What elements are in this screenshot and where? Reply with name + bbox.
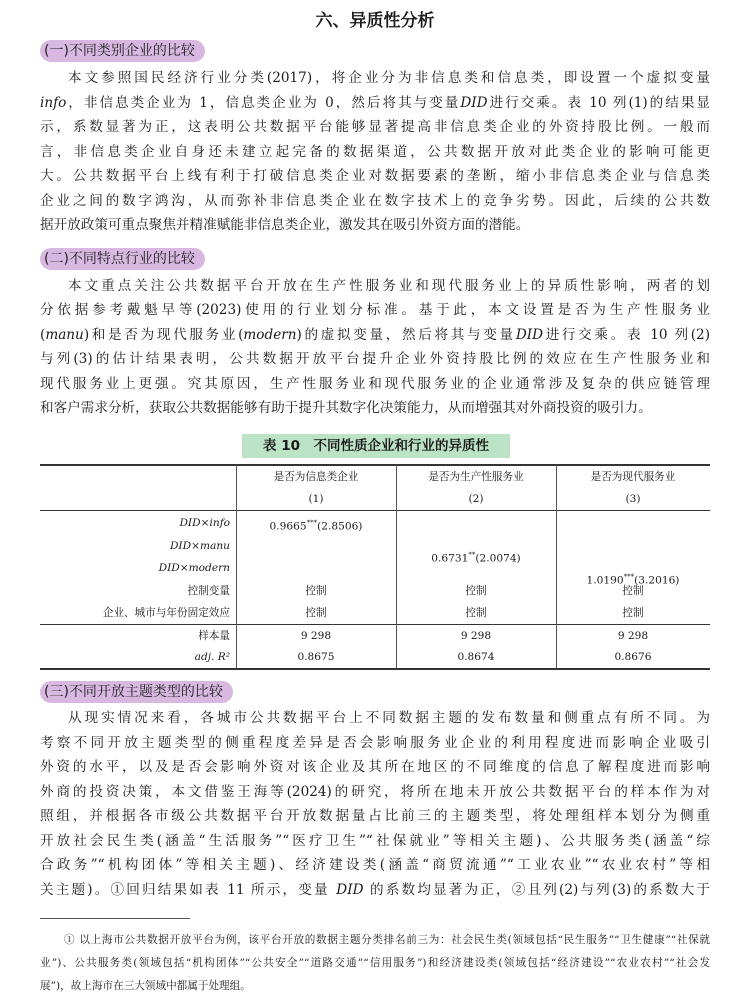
table-cell bbox=[556, 603, 710, 623]
text-line: 大。公共数据平台上线有利于打破信息类企业对数据要素的垄断，缩小非信息类企业与信息类 bbox=[40, 168, 710, 184]
cell-value: 控制 bbox=[622, 585, 644, 597]
text-segment: 进行交乘。表 10 列(2) bbox=[543, 326, 710, 343]
text-line: 外资的水平，以及是否会影响外资对该企业及其所在地区的不同维度的信息了解程度进而影响 bbox=[40, 759, 710, 775]
footnote-line: ① 以上海市公共数据开放平台为例，该平台开放的数据主题分类排名前三为：社会民生类(领域包括“民生服务”“卫生健康”“社保就 bbox=[64, 934, 710, 946]
table-cell bbox=[396, 603, 556, 623]
footnote-line: 业”)、公共服务类(领域包括“机构团体”“公共安全”“道路交通”“信用服务”)和经济建设类(领域包括“经济建设”“农业农村”“社会发 bbox=[40, 957, 710, 969]
variable-name: DID bbox=[515, 326, 543, 343]
variable-name: info bbox=[40, 94, 67, 111]
row-label: 样本量 bbox=[198, 630, 230, 642]
table-cell bbox=[236, 647, 396, 667]
subsection-title-2: (二)不同特点行业的比较 bbox=[40, 248, 205, 270]
text-line: 外商的投资决策，本文借鉴王海等(2024)的研究，将所在地未开放公共数据平台的样本作为对 bbox=[40, 783, 710, 800]
section-title: 六、异质性分析 bbox=[315, 11, 435, 31]
text-line: 本文重点关注公共数据平台开放在生产性服务业和现代服务业上的异质性影响，两者的划 bbox=[68, 278, 710, 294]
text-line bbox=[40, 91, 710, 115]
cell-value: 0.8676 bbox=[614, 651, 652, 663]
subsection-title-3: (三)不同开放主题类型的比较 bbox=[40, 681, 233, 703]
row-label: DID×manu bbox=[169, 540, 230, 552]
column-number: (1) bbox=[308, 493, 324, 505]
text-line: 据开放政策可重点聚焦并精准赋能非信息类企业，激发其在吸引外资方面的潜能。 bbox=[40, 217, 530, 233]
column-header: 是否为信息类企业 bbox=[273, 471, 359, 483]
text-segment: ，非信息类企业为 1，信息类企业为 0，然后将其与变量 bbox=[66, 94, 461, 111]
text-line: 照组，并根据各市级公共数据平台开放数据量占比前三的主题类型，将处理组样本划分为侧重 bbox=[40, 808, 710, 824]
column-number: (2) bbox=[468, 493, 484, 505]
table-cell bbox=[556, 647, 710, 667]
text-line: 与列(3)的估计结果表明，公共数据开放平台提升企业外资持股比例的效应在生产性服务业和 bbox=[40, 351, 710, 368]
cell-value: 1.0190 bbox=[586, 574, 624, 587]
variable-name: modern bbox=[243, 326, 297, 343]
table-cell bbox=[556, 581, 710, 601]
column-header: 是否为现代服务业 bbox=[590, 471, 676, 483]
cell-value: 0.9665 bbox=[269, 520, 307, 533]
text-line: 和客户需求分析，获取公共数据能够有助于提升其数字化决策能力，从而增强其对外商投资的吸引力。 bbox=[40, 400, 652, 416]
table-cell bbox=[556, 626, 710, 646]
variable-name: DID bbox=[336, 881, 364, 898]
text-line: 开放社会民生类(涵盖“生活服务”“医疗卫生”“社保就业”等相关主题)、公共服务类(涵盖“综 bbox=[40, 832, 710, 849]
significance-stars: *** bbox=[623, 573, 635, 581]
table-cell bbox=[396, 545, 556, 565]
row-label: DID×modern bbox=[158, 562, 230, 574]
text-line: 企业之间的数字鸿沟，从而弥补非信息类企业在数字技术上的竞争劣势。因此，后续的公共数 bbox=[40, 192, 710, 209]
text-line: 现代服务业上更强。究其原因，生产性服务业和现代服务业的企业通常涉及复杂的供应链管理 bbox=[40, 375, 710, 392]
text-line bbox=[40, 323, 710, 347]
footnote-line: 展”)，故上海市在三大领域中都属于处理组。 bbox=[40, 980, 251, 992]
table-rule bbox=[40, 510, 710, 511]
text-line: 从现实情况来看，各城市公共数据平台上不同数据主题的发布数量和侧重点有所不同。为 bbox=[68, 710, 710, 726]
text-line: 本文参照国民经济行业分类(2017)，将企业分为非信息类和信息类，即设置一个虚拟变量 bbox=[68, 70, 710, 86]
variable-name: DID bbox=[460, 94, 488, 111]
table-rule bbox=[40, 624, 710, 625]
t-statistic: (2.8506) bbox=[317, 520, 363, 533]
cell-value: 控制 bbox=[622, 607, 644, 619]
row-label: adj. R² bbox=[194, 651, 230, 663]
variable-name: manu bbox=[45, 326, 84, 343]
cell-value: 9 298 bbox=[617, 630, 649, 642]
text-line: 言，非信息类企业自身还未建立起完备的数据渠道，公共数据开放对此类企业的影响可能更 bbox=[40, 143, 710, 160]
cell-value: 控制 bbox=[465, 607, 487, 619]
table-caption: 表 10 不同性质企业和行业的异质性 bbox=[242, 434, 510, 458]
table-cell bbox=[236, 626, 396, 646]
text-line: 合政务”“机构团体”等相关主题)、经济建设类(涵盖“商贸流通”“工业农业”“农业农村”等相 bbox=[40, 857, 710, 873]
text-segment: 进行交乘。表 10 列(1)的结果显 bbox=[487, 94, 710, 111]
t-statistic: (3.2016) bbox=[634, 574, 680, 587]
cell-value: 0.8675 bbox=[297, 651, 335, 663]
table-rule bbox=[40, 668, 710, 670]
cell-value: 控制 bbox=[305, 585, 327, 597]
table-cell bbox=[396, 626, 556, 646]
text-line: 示，系数显著为正，这表明公共数据平台能够显著提高非信息类企业的外资持股比例。一般而 bbox=[40, 119, 710, 135]
table-cell bbox=[396, 581, 556, 601]
text-segment: 的系数均显著为正，②且列(2)与列(3)的系数大于 bbox=[363, 881, 710, 898]
table-cell bbox=[396, 647, 556, 667]
text-segment: )的虚拟变量，然后将其与变量 bbox=[296, 326, 516, 343]
column-number: (3) bbox=[625, 493, 641, 505]
text-segment: )和是否为现代服务业( bbox=[83, 326, 244, 343]
row-label: 控制变量 bbox=[187, 585, 230, 597]
subsection-title-1: (一)不同类别企业的比较 bbox=[40, 40, 205, 62]
text-segment: 关主题)。①回归结果如表 11 所示，变量 bbox=[40, 881, 337, 898]
significance-stars: ** bbox=[468, 551, 476, 559]
text-segment: ( bbox=[40, 326, 46, 343]
cell-value: 控制 bbox=[465, 585, 487, 597]
table-cell bbox=[236, 581, 396, 601]
table-cell bbox=[236, 603, 396, 623]
table-cell bbox=[236, 513, 396, 533]
cell-value: 9 298 bbox=[460, 630, 492, 642]
column-header: 是否为生产性服务业 bbox=[428, 471, 524, 483]
footnote-divider bbox=[40, 918, 190, 919]
t-statistic: (2.0074) bbox=[475, 552, 521, 565]
text-line: 考察不同开放主题类型的侧重程度差异是否会影响服务业企业的利用程度进而影响企业吸引 bbox=[40, 734, 710, 751]
table-rule bbox=[40, 464, 710, 466]
row-label: DID×info bbox=[179, 517, 230, 529]
text-line: 分依据参考戴魁早等(2023)使用的行业划分标准。基于此，本文设置是否为生产性服务业 bbox=[40, 302, 710, 319]
text-line bbox=[40, 878, 710, 902]
cell-value: 0.6731 bbox=[431, 552, 469, 565]
cell-value: 9 298 bbox=[300, 630, 332, 642]
significance-stars: *** bbox=[306, 519, 318, 527]
row-label: 企业、城市与年份固定效应 bbox=[102, 607, 230, 619]
cell-value: 控制 bbox=[305, 607, 327, 619]
cell-value: 0.8674 bbox=[457, 651, 495, 663]
